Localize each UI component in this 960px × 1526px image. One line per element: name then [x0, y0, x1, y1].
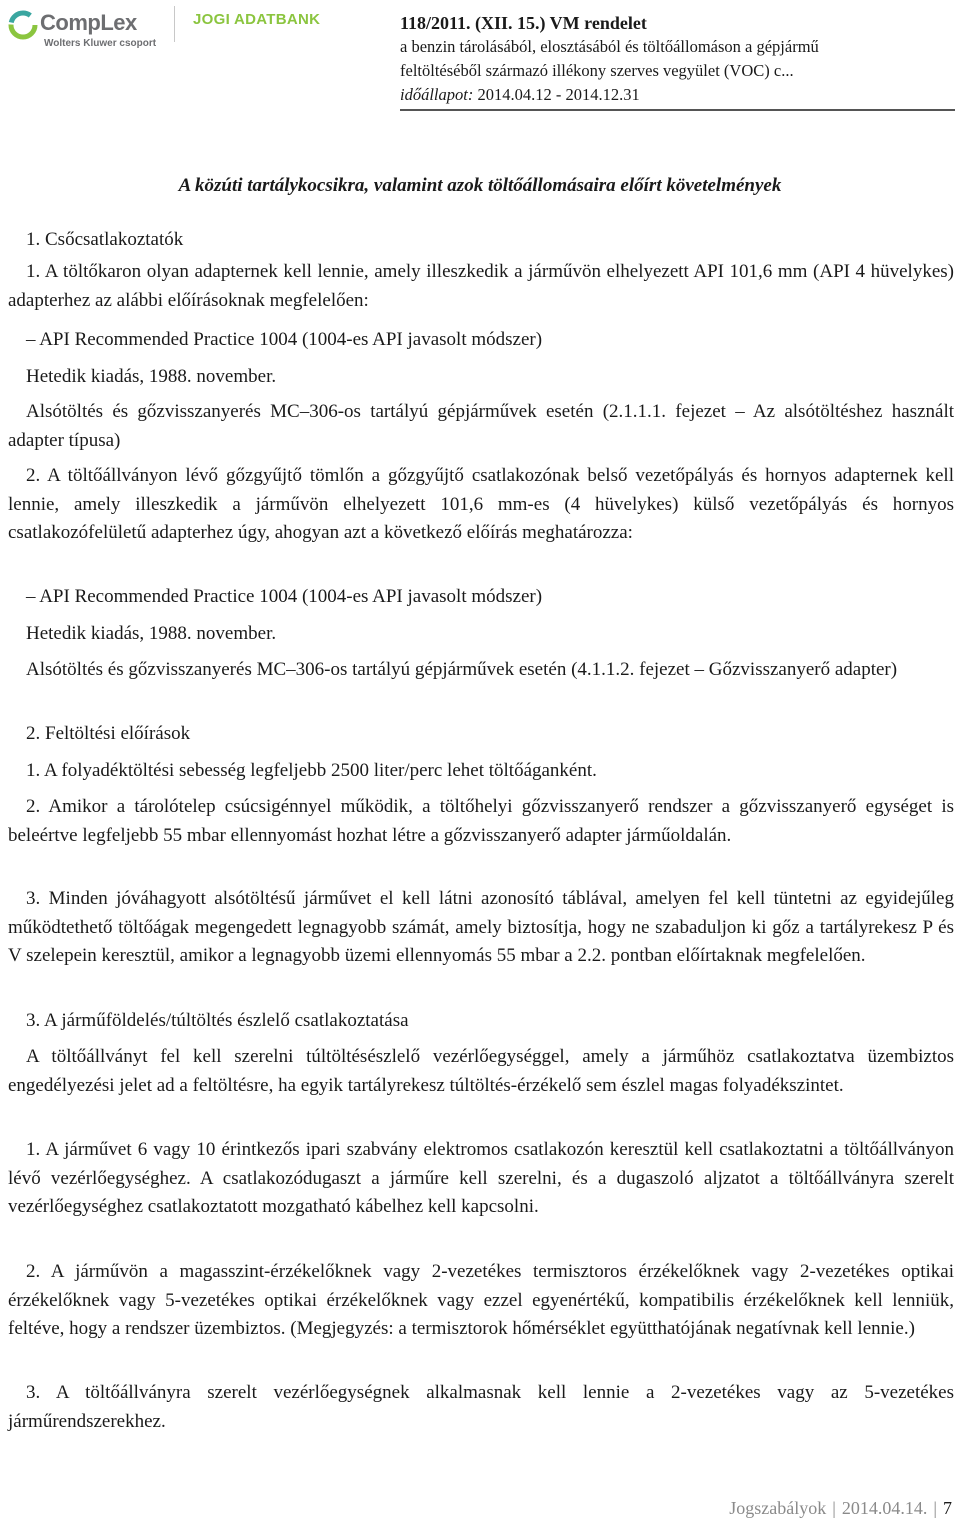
document-description-line-2: feltöltéséből származó illékony szerves vegyület (VOC) c... — [400, 61, 794, 80]
paragraph-2-3: 3. Minden jóváhagyott alsótöltésű járművet el kell látni azonosító táblával, amelyen fel kell tüntetni az egyidejűleg működtethető töltőágak megengedett legnagyobb számát, amely biztosítja, hogy ne szabaduljon ki gőz a tartályrekesz P és V szelepein keresztül, amikor a legnagyobb üzemi ellennyomás 55 mbar a 2.2. pontban előírtaknak megfelelően. — [8, 888, 954, 967]
paragraph-1-1: 1. A töltőkaron olyan adapternek kell lennie, amely illeszkedik a járművön elhelyezett API 101,6 mm (API 4 hüvelykes) adapterhez az alábbi előírásoknak megfelelően: — [8, 261, 954, 311]
section-title: A közúti tartálykocsikra, valamint azok töltőállomásaira előírt követelmények — [178, 175, 782, 196]
validity-range: 2014.04.12 - 2014.12.31 — [477, 85, 640, 104]
paragraph-edition-1: Hetedik kiadás, 1988. november. — [26, 366, 277, 387]
page-footer — [729, 1498, 952, 1519]
document-title: 118/2011. (XII. 15.) VM rendelet — [400, 13, 647, 33]
paragraph-api-2: – API Recommended Practice 1004 (1004-es API javasolt módszer) — [26, 586, 543, 607]
logo-divider — [174, 6, 175, 42]
page-header — [0, 0, 960, 112]
paragraph-edition-2: Hetedik kiadás, 1988. november. — [26, 623, 277, 644]
paragraph-2-2: 2. Amikor a tárolótelep csúcsigénnyel működik, a töltőhelyi gőzvisszanyerő rendszer a gőzvisszanyerő egységet is beleértve legfeljebb 55 mbar ellennyomást hozhat létre a gőzvisszanyerő adapter járműoldalán. — [8, 796, 954, 846]
document-info — [400, 11, 956, 107]
header-rule — [400, 109, 955, 111]
paragraph-bottom-loading-2: Alsótöltés és gőzvisszanyerés MC–306-os tartályú gépjárművek esetén (4.1.1.2. fejezet – Gőzvisszanyerő adapter) — [26, 659, 898, 680]
footer-source: Jogszabályok — [729, 1498, 827, 1518]
paragraph-1-2: 2. A töltőállványon lévő gőzgyűjtő tömlőn a gőzgyűjtő csatlakozónak belső vezetőpályás és hornyos adapternek kell lennie, amely illeszkedik a járművön elhelyezett 101,6 mm-es (4 hüvelykes) külső vezetőpályás és hornyos csatlakozófelületű adapterhez úgy, ahogyan azt a következő előírás meghatározza: — [8, 465, 954, 544]
document-description-line-1: a benzin tárolásából, elosztásából és töltőállomáson a gépjármű — [400, 37, 819, 56]
validity-label: időállapot: — [400, 85, 474, 104]
complex-logo-name: CompLex — [40, 10, 137, 35]
paragraph-3-3: 3. A töltőállványra szerelt vezérlőegységnek alkalmasnak kell lennie a 2-vezetékes vagy az 5-vezetékes járműrendszerekhez. — [8, 1382, 954, 1432]
paragraph-bottom-loading-1: Alsótöltés és gőzvisszanyerés MC–306-os tartályú gépjárművek esetén (2.1.1.1. fejezet – Az alsótöltéshez használt adapter típusa) — [8, 401, 954, 451]
heading-csocsatlakoztatok: 1. Csőcsatlakoztatók — [26, 229, 184, 250]
complex-logo — [8, 8, 168, 52]
validity-line — [400, 83, 956, 107]
paragraph-3-intro: A töltőállványt fel kell szerelni túltöltésészlelő vezérlőegységgel, amely a járműhöz csatlakoztatva üzembiztos engedélyezési jelet ad a feltöltésre, ha egyik tartályrekesz túltöltés-érzékelő sem észlel magas folyadékszintet. — [8, 1046, 954, 1096]
paragraph-api-1: – API Recommended Practice 1004 (1004-es API javasolt módszer) — [26, 329, 543, 350]
paragraph-3-2: 2. A járművön a magasszint-érzékelőknek vagy 2-vezetékes termisztoros érzékelőknek vagy 2-vezetékes optikai érzékelőknek vagy 5-vezetékes optikai érzékelőknek vagy ezzel egyenértékű, kompatibilis érzékelőknek kell lenniük, feltéve, hogy a rendszer üzembiztos. (Megjegyzés: a termisztorok hőmérséklet együtthatójának negatívnak kell lennie.) — [8, 1261, 954, 1340]
jogi-adatbank-logo: JOGI ADATBANK — [193, 11, 321, 28]
footer-date: 2014.04.14. — [841, 1498, 928, 1518]
complex-logo-mark-icon — [8, 10, 38, 40]
heading-jarmufoldeles: 3. A járműföldelés/túltöltés észlelő csatlakoztatása — [26, 1010, 409, 1031]
page-number: 7 — [943, 1498, 952, 1518]
paragraph-3-1: 1. A járművet 6 vagy 10 érintkezős ipari szabvány elektromos csatlakozón keresztül kell csatlakoztatni a töltőállványon lévő vezérlőegységhez. A csatlakozódugaszt a járműre kell szerelni, és a dugaszoló aljzatot a töltőállványra szerelt vezérlőegységhez csatlakoztatott mozgatható kábelhez kell kapcsolni. — [8, 1139, 954, 1218]
footer-separator: | — [933, 1498, 937, 1518]
footer-separator: | — [832, 1498, 836, 1518]
heading-feltoltesi-eloirasok: 2. Feltöltési előírások — [26, 723, 191, 744]
complex-logo-subtitle: Wolters Kluwer csoport — [44, 38, 157, 49]
paragraph-2-1: 1. A folyadéktöltési sebesség legfeljebb 2500 liter/perc lehet töltőáganként. — [26, 760, 597, 781]
